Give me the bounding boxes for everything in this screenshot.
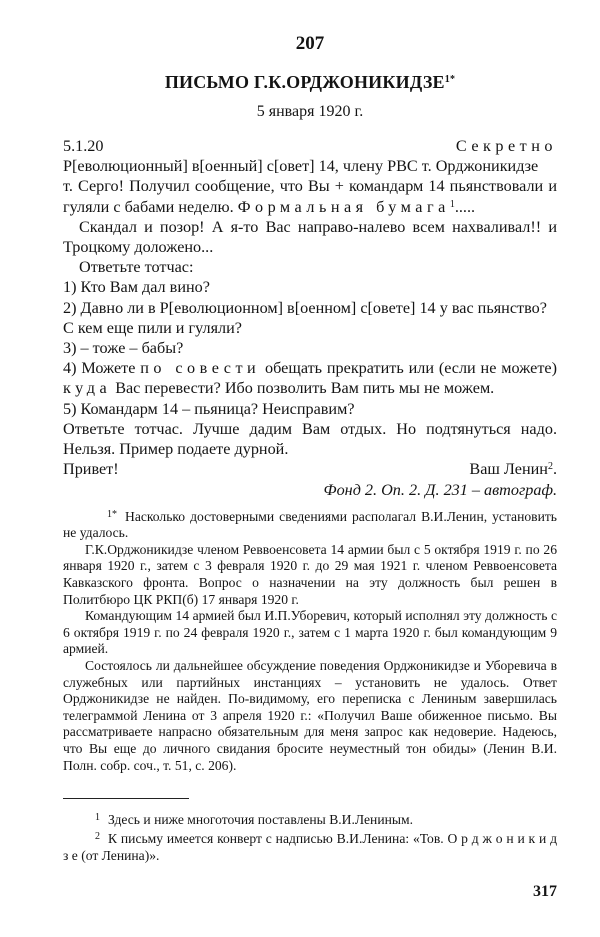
question-1: 1) Кто Вам дал вино? <box>63 278 210 297</box>
question-2b: С кем еще пили и гуляли? <box>63 318 242 337</box>
editorial-notes <box>63 507 557 775</box>
question-5: 5) Командарм 14 – пьяница? Неисправим? <box>63 399 355 418</box>
note-1-text: Насколько достоверными сведениями располагал В.И.Ленин, установить не удалось. <box>63 508 557 541</box>
page <box>63 30 557 864</box>
question-4 <box>63 358 557 398</box>
footnote-1-mark: 1 <box>95 812 100 824</box>
footnote-2-mark: 2 <box>95 831 100 843</box>
secrecy-label: Секретно <box>455 137 557 155</box>
letter-address: Р[еволюционный] в[оенный] с[овет] 14, члену РВС т. Орджоникидзе <box>63 157 539 176</box>
title-text: ПИСЬМО Г.К.ОРДЖОНИКИДЗЕ <box>164 72 445 92</box>
p1-spaced-text: Формальная бумага <box>237 197 450 216</box>
letter-paragraph-1 <box>63 176 557 216</box>
footnotes <box>63 809 557 864</box>
footnote-ref-1: 1 <box>449 198 455 210</box>
document-title <box>63 68 557 94</box>
question-2: 2) Давно ли в Р[еволюционном] в[оенном] с[овете] 14 у вас пьянство? <box>63 298 547 317</box>
letter-paragraph-3: Ответьте тотчас: <box>79 258 194 277</box>
note-1 <box>63 507 557 542</box>
letter-header-row <box>63 136 557 156</box>
footnote-2-text: К письму имеется конверт с надписью В.И.Ленина: «Тов. О р д ж о н и к и д з е (от Ленина)». <box>63 831 557 864</box>
p1-ellipsis: ..... <box>454 197 476 216</box>
q4-spaced-2: куда <box>63 379 112 398</box>
letter-date: 5.1.20 <box>63 137 104 155</box>
title-note-mark: 1* <box>444 74 456 85</box>
archive-source: Фонд 2. Оп. 2. Д. 231 – автограф. <box>323 481 557 500</box>
q4-mid: обещать прекратить или (если не можете) <box>265 359 557 378</box>
footnote-divider <box>63 798 189 799</box>
footnote-1 <box>63 809 557 828</box>
page-number: 317 <box>533 883 557 900</box>
p1-text: т. Серго! Получил сообщение, что Вы + командарм 14 пьянствовали и гуляли с бабами неделю. <box>63 177 557 216</box>
letter-closing-row <box>63 459 557 479</box>
signature: Ваш Ленин$^2$. <box>469 460 557 479</box>
q4-end: Вас перевести? Ибо позволить Вам пить мы не можем. <box>115 379 495 398</box>
letter-paragraph-4: Ответьте тотчас. Лучше дадим Вам отдых. Но подтянуться надо. Нельзя. Пример подаете дурной. <box>63 419 557 459</box>
q4-spaced-1: по совести <box>140 359 261 378</box>
document-date: 5 января 1920 г. <box>256 103 364 120</box>
note-4: Состоялось ли дальнейшее обсуждение поведения Орджоникидзе и Уборевича в служебных или партийных инстанциях – установить не удалось. Ответ Орджоникидзе не найден. По-видимому, его переписка с Лениным завершилась телеграммой Ленина от 3 апреля 1920 г.: «Получил Ваше обиженное письмо. Вы рассматриваете напрасно обязательным для меня запрос как недоверие. Надеюсь, что Вы еще до личного свидания бросите неуместный тон обиды» (Ленин В.И. Полн. собр. соч., т. 51, с. 206). <box>63 658 557 773</box>
note-3: Командующим 14 армией был И.П.Уборевич, который исполнял эту должность с 6 октября 1919 г. по 24 февраля 1920 г., затем с 1 марта 1920 г. был командующим 9 армией. <box>63 608 557 657</box>
question-3: 3) – тоже – бабы? <box>63 339 184 358</box>
letter-body <box>63 136 557 501</box>
note-mark: 1* <box>107 508 117 520</box>
footnote-ref-2: 2 <box>547 461 553 473</box>
greeting: Привет! <box>63 460 119 479</box>
footnote-2 <box>63 828 557 864</box>
letter-paragraph-2: Скандал и позор! А я-то Вас направо-налево всем нахваливал!! и Троцкому доложено... <box>63 217 557 257</box>
signature-text: Ваш Ленин <box>469 460 548 479</box>
q4-start: 4) Можете <box>63 359 136 378</box>
note-2: Г.К.Орджоникидзе членом Реввоенсовета 14 армии был с 5 октября 1919 г. по 26 января 1920 г., затем с 3 февраля 1920 г. до 29 мая 1921 г. членом Реввоенсовета Кавказского фронта. Вопрос о назначении на эту должность был решен в Политбюро ЦК РКП(б) 17 января 1920 г. <box>63 541 557 607</box>
document-number: 207 <box>295 33 325 54</box>
footnote-1-text: Здесь и ниже многоточия поставлены В.И.Лениным. <box>108 812 414 828</box>
